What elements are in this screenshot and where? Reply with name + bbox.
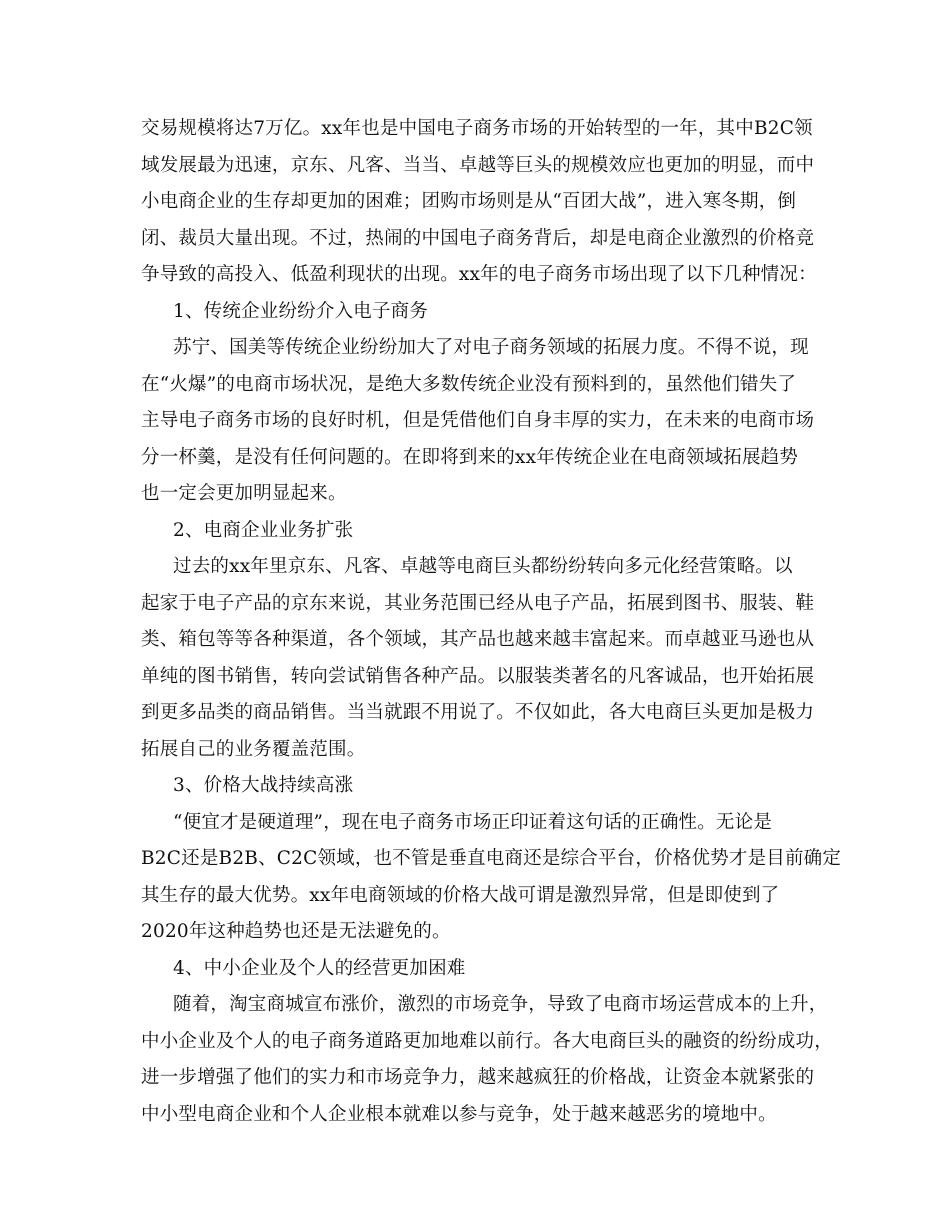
text-line: 域发展最为迅速，京东、凡客、当当、卓越等巨头的规模效应也更加的明显，而中 bbox=[141, 154, 815, 176]
text-line: B2C还是B2B、C2C领域，也不管是垂直电商还是综合平台，价格优势才是目前确定 bbox=[141, 848, 842, 869]
text-line: 在“火爆”的电商市场状况，是绝大多数传统企业没有预料到的，虽然他们错失了 bbox=[141, 373, 797, 395]
text-line: 中小企业及个人的电子商务道路更加地难以前行。各大电商巨头的融资的纷纷成功， bbox=[141, 1030, 833, 1052]
text-line: 闭、裁员大量出现。不过，热闹的中国电子商务背后，却是电商企业激烈的价格竞 bbox=[141, 227, 815, 249]
text-line: 进一步增强了他们的实力和市场竞争力，越来越疯狂的价格战，让资金本就紧张的 bbox=[141, 1067, 815, 1088]
text-line: 随着，淘宝商城宣布涨价，激烈的市场竞争，导致了电商市场运营成本的上升， bbox=[173, 994, 828, 1015]
text-line: 苏宁、国美等传统企业纷纷加大了对电子商务领域的拓展力度。不得不说，现 bbox=[173, 337, 809, 358]
text-line: 主导电子商务市场的良好时机，但是凭借他们自身丰厚的实力，在未来的电商市场 bbox=[141, 410, 815, 431]
text-line: 4、中小企业及个人的经营更加困难 bbox=[173, 957, 466, 979]
text-line: 分一杯羹，是没有任何问题的。在即将到来的xx年传统企业在电商领域拓展趋势 bbox=[141, 446, 799, 468]
text-line: 拓展自己的业务覆盖范围。 bbox=[141, 738, 366, 760]
text-line: 单纯的图书销售，转向尝试销售各种产品。以服装类著名的凡客诚品，也开始拓展 bbox=[141, 665, 815, 687]
text-line: 交易规模将达7万亿。xx年也是中国电子商务市场的开始转型的一年，其中B2C领 bbox=[141, 118, 813, 139]
text-line: 3、价格大战持续高涨 bbox=[173, 775, 354, 796]
text-line: 也一定会更加明显起来。 bbox=[141, 483, 347, 504]
text-line: 1、传统企业纷纷介入电子商务 bbox=[173, 300, 429, 322]
text-line: 争导致的高投入、低盈利现状的出现。xx年的电子商务市场出现了以下几种情况： bbox=[141, 264, 817, 285]
text-line: 到更多品类的商品销售。当当就跟不用说了。不仅如此，各大电商巨头更加是极力 bbox=[141, 702, 815, 723]
text-line: 过去的xx年里京东、凡客、卓越等电商巨头都纷纷转向多元化经营策略。以 bbox=[173, 556, 793, 577]
text-line: 2、电商企业业务扩张 bbox=[173, 519, 354, 541]
document-body bbox=[141, 111, 842, 1133]
text-line: 其生存的最大优势。xx年电商领域的价格大战可谓是激烈异常，但是即使到了 bbox=[141, 884, 780, 906]
text-line: 起家于电子产品的京东来说，其业务范围已经从电子产品，拓展到图书、服装、鞋 bbox=[141, 592, 815, 614]
text-line: 类、箱包等等各种渠道，各个领域，其产品也越来越丰富起来。而卓越亚马逊也从 bbox=[141, 629, 815, 650]
text-line: 2020年这种趋势也还是无法避免的。 bbox=[141, 921, 451, 942]
text-line: 中小型电商企业和个人企业根本就难以参与竞争，处于越来越恶劣的境地中。 bbox=[141, 1103, 777, 1125]
text-line: “便宜才是硬道理”，现在电子商务市场正印证着这句话的正确性。无论是 bbox=[173, 811, 773, 833]
text-line: 小电商企业的生存却更加的困难；团购市场则是从“百团大战”，进入寒冬期，倒 bbox=[141, 191, 797, 212]
